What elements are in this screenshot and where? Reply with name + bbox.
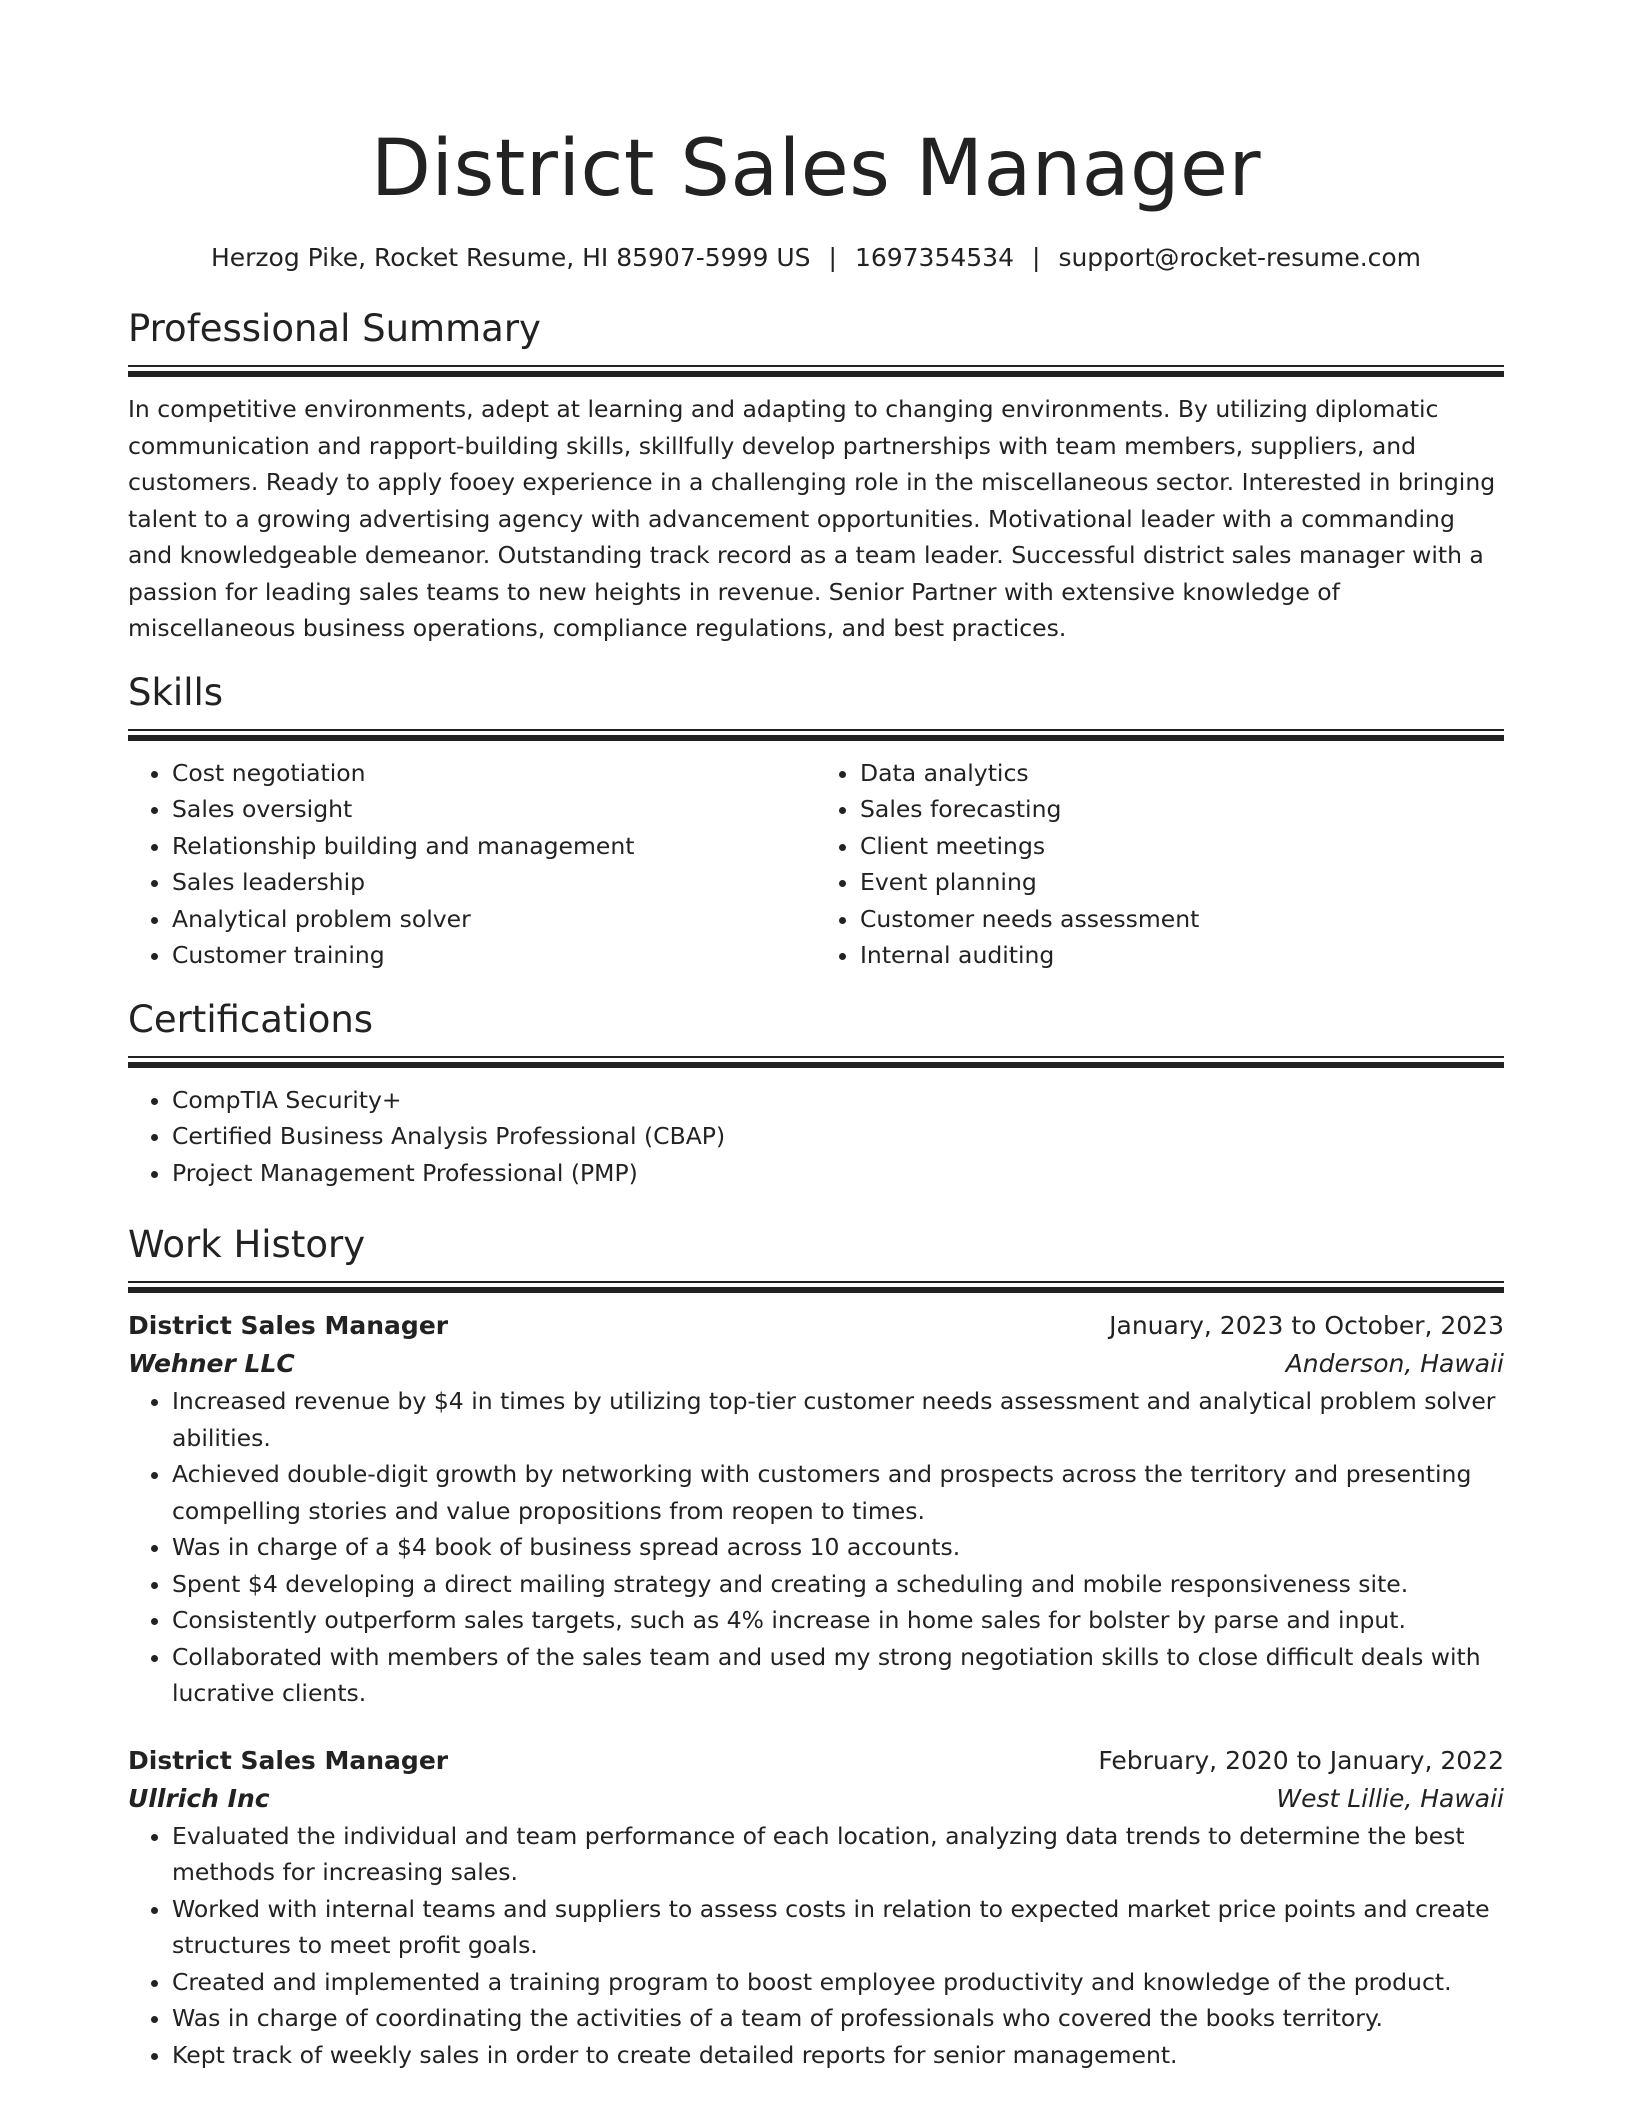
job-bullet: • Was in charge of coordinating the activities of a team of professionals who covered the books territory. bbox=[172, 2000, 1504, 2037]
job-bullet: • Evaluated the individual and team performance of each location, analyzing data trends to determine the best methods for increasing sales. bbox=[172, 1818, 1504, 1891]
section-divider bbox=[128, 365, 1504, 377]
job-bullet: • Consistently outperform sales targets, such as 4% increase in home sales for bolster by parse and input. bbox=[172, 1602, 1504, 1639]
skill-item: • Internal auditing bbox=[860, 937, 1504, 974]
skill-item: • Customer needs assessment bbox=[860, 901, 1504, 938]
job-header bbox=[128, 1742, 1504, 1780]
skills-list-left bbox=[128, 755, 816, 974]
skill-item: • Relationship building and management bbox=[172, 828, 816, 865]
certifications-list bbox=[128, 1082, 1504, 1192]
job-location: Anderson, Hawaii bbox=[1285, 1349, 1504, 1378]
skill-item: • Client meetings bbox=[860, 828, 1504, 865]
job-bullets bbox=[128, 1818, 1504, 2074]
job-location: West Lillie, Hawaii bbox=[1276, 1783, 1504, 1813]
skill-item: • Customer training bbox=[172, 937, 816, 974]
job-title: District Sales Manager bbox=[128, 1311, 449, 1340]
job-subheader bbox=[128, 1345, 1504, 1383]
summary-text: In competitive environments, adept at learning and adapting to changing environments. By utilizing diplomatic communication and rapport-building skills, skillfully develop partnerships with team members, suppliers, and customers. Ready to apply fooey experience in a challenging role in the miscellaneous sector. Interested in bringing talent to a growing advertising agency with advancement opportunities. Motivational leader with a commanding and knowledgeable demeanor. Outstanding track record as a team leader. Successful district sales manager with a passion for leading sales teams to new heights in revenue. Senior Partner with extensive knowledge of miscellaneous business operations, compliance regulations, and best practices. bbox=[128, 395, 1496, 642]
job-header bbox=[128, 1307, 1504, 1345]
skills-heading: Skills bbox=[128, 670, 224, 714]
job-bullet: • Spent $4 developing a direct mailing strategy and creating a scheduling and mobile responsiveness site. bbox=[172, 1566, 1504, 1603]
job-subheader bbox=[128, 1780, 1504, 1818]
job-title: District Sales Manager bbox=[128, 1745, 449, 1775]
job-company: Wehner LLC bbox=[128, 1349, 295, 1378]
job-bullet: • Worked with internal teams and suppliers to assess costs in relation to expected market price points and create structures to meet profit goals. bbox=[172, 1891, 1504, 1964]
resume-page bbox=[128, 0, 1504, 2073]
section-divider bbox=[128, 1056, 1504, 1068]
skills-section bbox=[128, 667, 1504, 974]
job-bullet: • Collaborated with members of the sales team and used my strong negotiation skills to close difficult deals with lucrative clients. bbox=[172, 1639, 1504, 1712]
skill-item: • Cost negotiation bbox=[172, 755, 816, 792]
work-history-heading: Work History bbox=[128, 1223, 366, 1266]
job-entry bbox=[128, 1742, 1504, 2074]
job-entry bbox=[128, 1307, 1504, 1712]
skill-item: • Sales leadership bbox=[172, 864, 816, 901]
certifications-section bbox=[128, 994, 1504, 1192]
skills-columns bbox=[128, 755, 1504, 974]
skill-item: • Sales oversight bbox=[172, 791, 816, 828]
skill-item: • Sales forecasting bbox=[860, 791, 1504, 828]
section-divider bbox=[128, 729, 1504, 741]
contact-email: support@rocket-resume.com bbox=[1058, 243, 1422, 272]
contact-separator: | bbox=[1032, 243, 1041, 272]
job-company: Ullrich Inc bbox=[128, 1783, 270, 1813]
job-bullet: • Was in charge of a $4 book of business spread across 10 accounts. bbox=[172, 1529, 1504, 1566]
job-bullet: • Increased revenue by $4 in times by utilizing top-tier customer needs assessment and analytical problem solver abilities. bbox=[172, 1383, 1504, 1456]
certification-item: • Project Management Professional (PMP) bbox=[172, 1155, 1504, 1192]
work-history-section bbox=[128, 1219, 1504, 2073]
contact-phone: 1697354534 bbox=[854, 243, 1014, 272]
contact-address: Herzog Pike, Rocket Resume, HI 85907-5999 US bbox=[210, 243, 811, 272]
skill-item: • Analytical problem solver bbox=[172, 901, 816, 938]
summary-heading: Professional Summary bbox=[128, 307, 541, 350]
job-bullets bbox=[128, 1383, 1504, 1712]
contact-separator: | bbox=[828, 243, 837, 272]
resume-title: District Sales Manager bbox=[370, 124, 1262, 214]
job-bullet: • Created and implemented a training program to boost employee productivity and knowledge of the product. bbox=[172, 1964, 1504, 2001]
contact-line bbox=[128, 241, 1504, 275]
section-divider bbox=[128, 1281, 1504, 1293]
certifications-heading: Certifications bbox=[128, 997, 374, 1041]
skills-list-right bbox=[816, 755, 1504, 974]
summary-section bbox=[128, 303, 1504, 647]
skill-item: • Data analytics bbox=[860, 755, 1504, 792]
certification-item: • CompTIA Security+ bbox=[172, 1082, 1504, 1119]
job-dates: February, 2020 to January, 2022 bbox=[1098, 1745, 1504, 1775]
certification-item: • Certified Business Analysis Professional (CBAP) bbox=[172, 1118, 1504, 1155]
skill-item: • Event planning bbox=[860, 864, 1504, 901]
job-dates: January, 2023 to October, 2023 bbox=[1109, 1311, 1504, 1340]
job-bullet: • Achieved double-digit growth by networking with customers and prospects across the territory and presenting compelling stories and value propositions from reopen to times. bbox=[172, 1456, 1504, 1529]
job-bullet: • Kept track of weekly sales in order to create detailed reports for senior management. bbox=[172, 2037, 1504, 2074]
